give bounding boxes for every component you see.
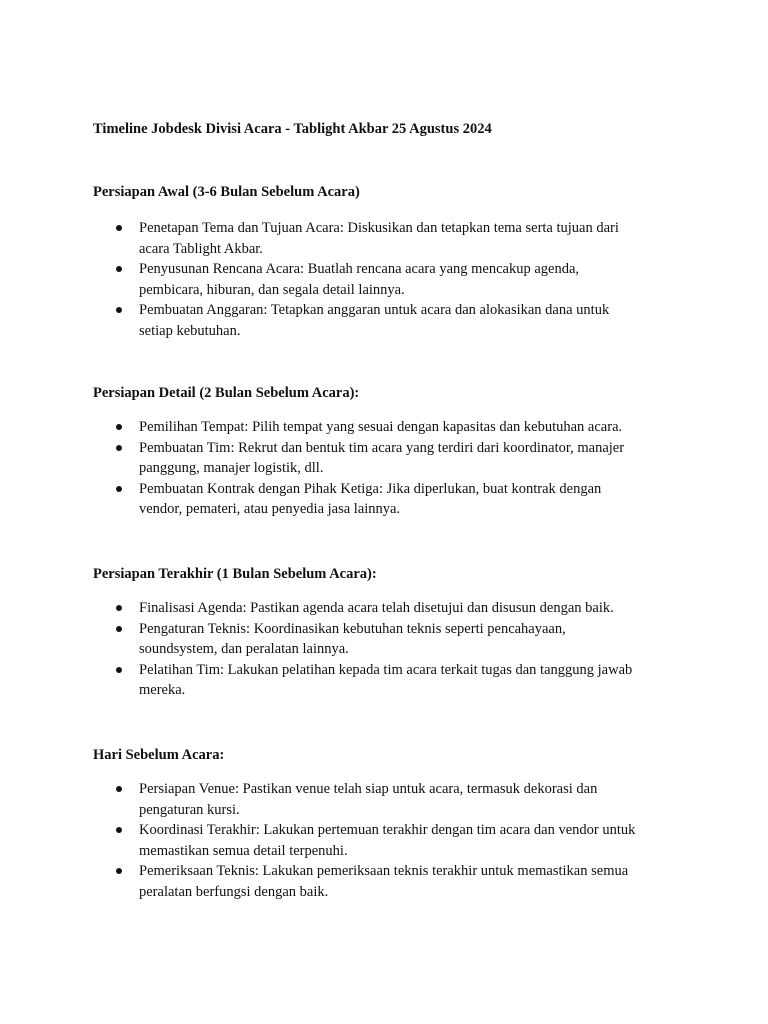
item-line: Koordinasi Terakhir: Lakukan pertemuan terakhir dengan tim acara dan vendor untuk — [139, 822, 636, 838]
bullet-list — [93, 417, 693, 520]
item-line: Pelatihan Tim: Lakukan pelatihan kepada tim acara terkait tugas dan tanggung jawab — [139, 661, 633, 678]
bullet-icon — [116, 605, 122, 611]
item-line: setiap kebutuhan. — [139, 322, 241, 339]
bullet-icon — [116, 786, 122, 792]
bullet-icon — [116, 667, 122, 673]
section-heading: Hari Sebelum Acara: — [93, 747, 225, 763]
section-heading: Persiapan Terakhir (1 Bulan Sebelum Acara): — [93, 566, 377, 582]
bullet-list — [93, 598, 693, 701]
list-item — [93, 660, 669, 701]
list-item — [93, 598, 669, 619]
section-persiapan-detail — [93, 383, 693, 520]
bullet-icon — [116, 486, 122, 492]
item-line: memastikan semua detail terpenuhi. — [139, 842, 348, 859]
document-title: Timeline Jobdesk Divisi Acara - Tablight Akbar 25 Agustus 2024 — [93, 121, 492, 137]
item-line: Pemilihan Tempat: Pilih tempat yang sesuai dengan kapasitas dan kebutuhan acara. — [139, 419, 623, 435]
item-line: Finalisasi Agenda: Pastikan agenda acara telah disetujui dan disusun dengan baik. — [139, 600, 614, 616]
item-line: Pembuatan Tim: Rekrut dan bentuk tim acara yang terdiri dari koordinator, manajer — [139, 439, 625, 456]
bullet-icon — [116, 424, 122, 430]
item-line: acara Tablight Akbar. — [139, 240, 263, 257]
item-line: Pengaturan Teknis: Koordinasikan kebutuhan teknis seperti pencahayaan, — [139, 620, 566, 637]
bullet-icon — [116, 307, 122, 313]
bullet-icon — [116, 626, 122, 632]
item-line: peralatan berfungsi dengan baik. — [139, 883, 329, 900]
bullet-icon — [116, 827, 122, 833]
item-line: Pemeriksaan Teknis: Lakukan pemeriksaan teknis terakhir untuk memastikan semua — [139, 863, 629, 879]
bullet-icon — [116, 225, 122, 231]
bullet-icon — [116, 868, 122, 874]
item-line: Penetapan Tema dan Tujuan Acara: Diskusikan dan tetapkan tema serta tujuan dari — [139, 220, 619, 236]
bullet-list — [93, 218, 693, 341]
item-line: Pembuatan Kontrak dengan Pihak Ketiga: Jika diperlukan, buat kontrak dengan — [139, 480, 602, 497]
section-heading: Persiapan Awal (3-6 Bulan Sebelum Acara) — [93, 184, 360, 200]
list-item — [93, 438, 669, 479]
item-line: pembicara, hiburan, dan segala detail lainnya. — [139, 281, 405, 298]
item-line: pengaturan kursi. — [139, 801, 240, 818]
list-item — [93, 300, 669, 341]
bullet-list — [93, 779, 693, 902]
list-item — [93, 861, 669, 902]
bullet-icon — [116, 445, 122, 451]
list-item — [93, 417, 669, 438]
list-item — [93, 479, 669, 520]
list-item — [93, 619, 669, 660]
item-line: soundsystem, dan peralatan lainnya. — [139, 641, 349, 657]
section-persiapan-awal — [93, 182, 693, 341]
item-line: Pembuatan Anggaran: Tetapkan anggaran untuk acara dan alokasikan dana untuk — [139, 302, 610, 318]
list-item — [93, 779, 669, 820]
item-line: vendor, pemateri, atau penyedia jasa lainnya. — [139, 501, 401, 517]
item-line: Persiapan Venue: Pastikan venue telah siap untuk acara, termasuk dekorasi dan — [139, 781, 598, 797]
section-heading: Persiapan Detail (2 Bulan Sebelum Acara): — [93, 385, 360, 401]
bullet-icon — [116, 266, 122, 272]
list-item — [93, 259, 669, 300]
item-line: mereka. — [139, 682, 186, 698]
item-line: panggung, manajer logistik, dll. — [139, 460, 324, 476]
section-hari-sebelum-acara — [93, 745, 693, 902]
list-item — [93, 820, 669, 861]
item-line: Penyusunan Rencana Acara: Buatlah rencana acara yang mencakup agenda, — [139, 261, 580, 277]
list-item — [93, 218, 669, 259]
section-persiapan-terakhir — [93, 564, 693, 701]
